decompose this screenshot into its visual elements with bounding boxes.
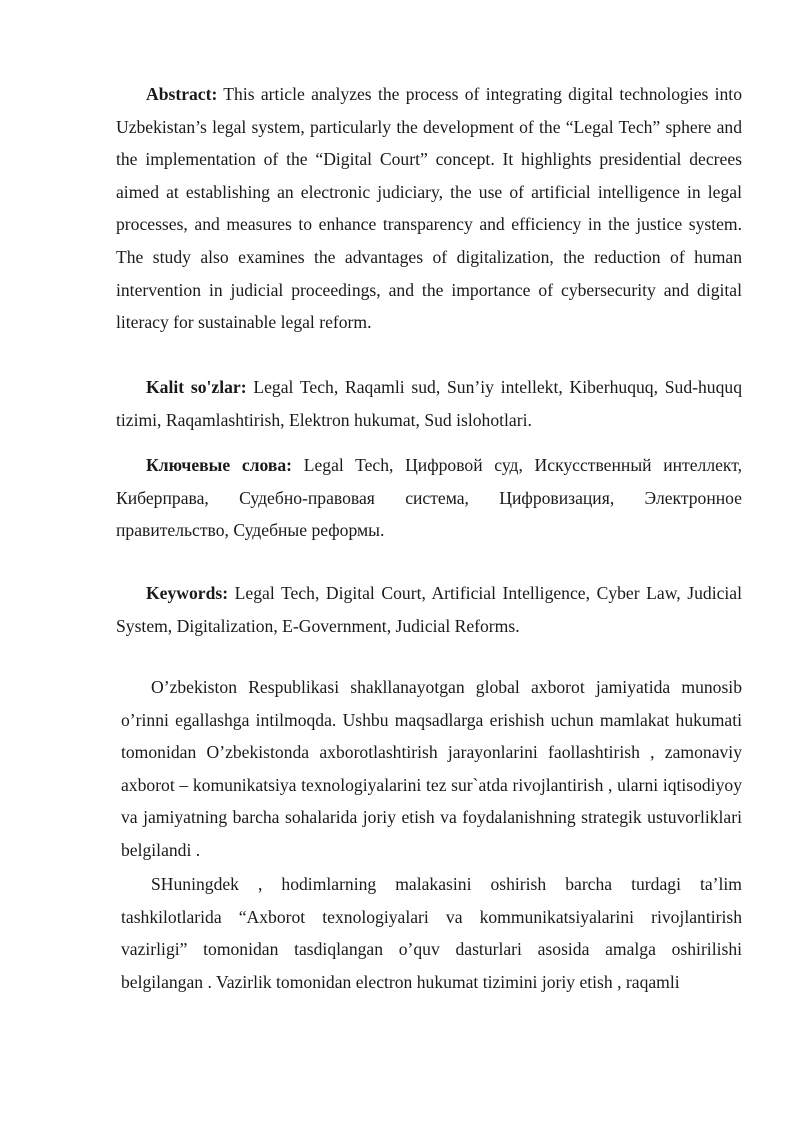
keywords-uzbek-paragraph [116,371,742,436]
keywords-english-paragraph [116,577,742,642]
keywords-english-label: Keywords: [146,583,229,603]
keywords-uzbek-text: Legal Tech, Raqamli sud, Sun’iy intellekt, Kiberhuquq, Sud-huquq tizimi, Raqamlashtirish, Elektron hukumat, Sud islohotlari. [116,377,742,430]
keywords-english-text: Legal Tech, Digital Court, Artificial Intelligence, Cyber Law, Judicial System, Digitalization, E-Government, Judicial Reforms. [116,583,742,636]
body-paragraph-2: SHuningdek , hodimlarning malakasini oshirish barcha turdagi ta’lim tashkilotlarida “Axborot texnologiyalari va kommunikatsiyalarini rivojlantirish vazirligi” tomonidan tasdiqlangan o’quv dasturlari asosida amalga oshirilishi belgilangan . Vazirlik tomonidan electron hukumat tizimini joriy etish , raqamli [121,874,742,992]
abstract-paragraph [116,78,742,339]
keywords-uzbek-label: Kalit so'zlar: [146,377,247,397]
abstract-label: Abstract: [146,84,218,104]
body-paragraph-1: O’zbekiston Respublikasi shakllanayotgan global axborot jamiyatida munosib o’rinni egallashga intilmoqda. Ushbu maqsadlarga erishish uchun mamlakat hukumati tomonidan O’zbekistonda axborotlashtirish jarayonlarini faollashtirish , zamonaviy axborot – komunikatsiya texnologiyalarini tez sur`atda rivojlantirish , ularni iqtisodiyoy va jamiyatning barcha sohalarida joriy etish va foydalanishning strategik ustuvorliklari belgilandi . [121,677,742,860]
keywords-russian-label: Ключевые слова: [146,455,293,475]
keywords-russian-text: Legal Tech, Цифровой суд, Искусственный интеллект, Киберправа, Судебно-правовая система, Цифровизация, Электронное правительство, Судебные реформы. [116,455,742,541]
abstract-text: This article analyzes the process of integrating digital technologies into Uzbekistan’s legal system, particularly the development of the “Legal Tech” sphere and the implementation of the “Digital Court” concept. It highlights presidential decrees aimed at establishing an electronic judiciary, the use of artificial intelligence in legal processes, and measures to enhance transparency and efficiency in the justice system. The study also examines the advantages of digitalization, the reduction of human intervention in judicial proceedings, and the importance of cybersecurity and digital literacy for sustainable legal reform. [116,84,742,333]
keywords-russian-paragraph [116,449,742,547]
